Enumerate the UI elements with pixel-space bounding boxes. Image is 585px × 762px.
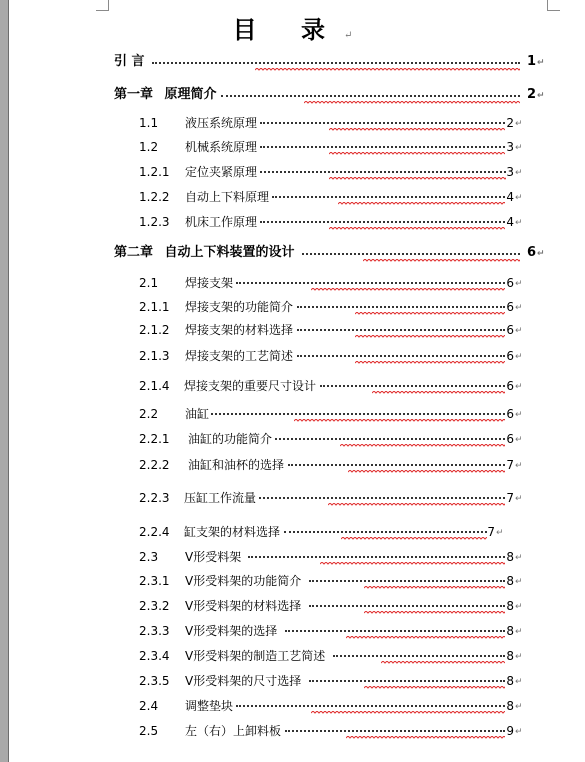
toc-leader-dots — [297, 355, 505, 357]
paragraph-mark: ↵ — [515, 218, 523, 228]
toc-page-number: 7 — [487, 525, 495, 539]
paragraph-mark: ↵ — [515, 168, 523, 178]
toc-entry-title: 液压系统原理 — [185, 116, 258, 130]
toc-title-text: 目 录 — [232, 15, 343, 44]
toc-entry-number: 2.5 — [139, 724, 159, 738]
toc-page-number: 6 — [506, 432, 514, 446]
toc-section-entry[interactable] — [0, 671, 585, 691]
spellcheck-underline — [328, 503, 505, 506]
paragraph-mark: ↵ — [515, 279, 523, 289]
toc-section-entry[interactable] — [0, 162, 585, 182]
toc-leader-dots — [285, 630, 505, 632]
toc-page-number: 1 — [526, 54, 536, 69]
toc-chapter-entry[interactable] — [0, 85, 585, 105]
spellcheck-underline — [364, 611, 505, 614]
toc-entry-title: 自动上下料装置的设计 — [164, 245, 295, 260]
toc-section-entry[interactable] — [0, 297, 585, 317]
toc-leader-dots — [309, 680, 505, 682]
paragraph-mark: ↵ — [537, 91, 545, 101]
spellcheck-underline — [381, 661, 505, 664]
spellcheck-underline — [329, 227, 505, 230]
toc-leader-dots — [288, 464, 505, 466]
toc-entry-number: 2.4 — [139, 699, 159, 713]
toc-entry-number: 2.3.5 — [139, 674, 170, 688]
paragraph-mark: ↵ — [537, 58, 545, 68]
toc-section-entry[interactable] — [0, 113, 585, 133]
toc-entry-title: 左（右）上卸料板 — [185, 724, 282, 738]
toc-page-number: 7 — [506, 491, 514, 505]
paragraph-mark: ↵ — [515, 677, 523, 687]
toc-leader-dots — [260, 171, 506, 173]
toc-section-entry[interactable] — [0, 696, 585, 716]
toc-leader-dots — [259, 497, 505, 499]
toc-section-entry[interactable] — [0, 320, 585, 340]
paragraph-mark: ↵ — [515, 143, 523, 153]
toc-leader-dots — [211, 413, 505, 415]
spellcheck-underline — [346, 736, 505, 739]
toc-page-number: 6 — [506, 300, 514, 314]
paragraph-mark: ↵ — [515, 727, 523, 737]
toc-section-entry[interactable] — [0, 547, 585, 567]
paragraph-mark: ↵ — [515, 627, 523, 637]
toc-page-number: 6 — [506, 276, 514, 290]
toc-entry-title: V形受料架的尺寸选择 — [185, 674, 302, 688]
toc-entry-number: 引 言 — [114, 54, 145, 69]
toc-page-number: 4 — [506, 215, 514, 229]
toc-section-entry[interactable] — [0, 522, 585, 542]
toc-entry-title: 缸支架的材料选择 — [184, 525, 281, 539]
toc-entry-number: 2.1 — [139, 276, 159, 290]
toc-section-entry[interactable] — [0, 455, 585, 475]
toc-page-number: 8 — [506, 550, 514, 564]
toc-section-entry[interactable] — [0, 571, 585, 591]
paragraph-mark: ↵ — [515, 435, 523, 445]
toc-section-entry[interactable] — [0, 596, 585, 616]
toc-page-number: 6 — [506, 407, 514, 421]
spellcheck-underline — [364, 686, 505, 689]
toc-entry-number: 2.1.1 — [139, 300, 170, 314]
toc-entry-number: 2.3.3 — [139, 624, 170, 638]
toc-leader-dots — [260, 122, 505, 124]
spellcheck-underline — [372, 391, 505, 394]
toc-leader-dots — [221, 95, 521, 97]
spellcheck-underline — [363, 259, 520, 262]
toc-leader-dots — [275, 438, 505, 440]
paragraph-mark: ↵ — [537, 249, 545, 259]
toc-entry-title: V形受料架的材料选择 — [185, 599, 302, 613]
toc-section-entry[interactable] — [0, 273, 585, 293]
paragraph-mark: ↵ — [515, 494, 523, 504]
paragraph-mark: ↵ — [515, 461, 523, 471]
toc-entry-number: 2.2.4 — [139, 525, 170, 539]
toc-page-number: 7 — [506, 458, 514, 472]
toc-page-number: 6 — [506, 349, 514, 363]
toc-section-entry[interactable] — [0, 137, 585, 157]
spellcheck-underline — [311, 711, 505, 714]
toc-page-number: 8 — [506, 599, 514, 613]
spellcheck-underline — [355, 312, 505, 315]
toc-entry-number: 1.2.1 — [139, 165, 170, 179]
toc-entry-title: 焊接支架 — [185, 276, 234, 290]
toc-leader-dots — [152, 62, 520, 64]
toc-section-entry[interactable] — [0, 721, 585, 741]
paragraph-mark: ↵ — [515, 553, 523, 563]
toc-entry-title: 焊接支架的重要尺寸设计 — [184, 379, 317, 393]
toc-leader-dots — [236, 705, 505, 707]
toc-leader-dots — [302, 253, 521, 255]
toc-leader-dots — [284, 531, 487, 533]
spellcheck-underline — [255, 68, 520, 71]
toc-page-number: 4 — [506, 190, 514, 204]
paragraph-mark: ↵ — [515, 119, 523, 129]
toc-entry-number: 2.1.4 — [139, 379, 170, 393]
toc-entry-number: 2.3.2 — [139, 599, 170, 613]
spellcheck-underline — [340, 444, 505, 447]
paragraph-mark: ↵ — [515, 602, 523, 612]
toc-leader-dots — [309, 580, 505, 582]
toc-entry-number: 2.1.3 — [139, 349, 170, 363]
paragraph-mark: ↵ — [515, 382, 523, 392]
toc-entry-title: 自动上下料原理 — [185, 190, 270, 204]
paragraph-mark: ↵ — [515, 303, 523, 313]
toc-entry-number: 2.3.1 — [139, 574, 170, 588]
toc-page-number: 6 — [526, 245, 536, 260]
toc-entry-title: 调整垫块 — [185, 699, 234, 713]
spellcheck-underline — [329, 152, 505, 155]
toc-entry-title: 焊接支架的工艺简述 — [185, 349, 294, 363]
paragraph-mark: ↵ — [496, 528, 504, 538]
toc-leader-dots — [297, 329, 505, 331]
toc-entry-title: 原理简介 — [164, 87, 217, 102]
toc-section-entry[interactable] — [0, 646, 585, 666]
toc-page-number: 2 — [526, 87, 536, 102]
toc-section-entry[interactable] — [0, 429, 585, 449]
toc-leader-dots — [309, 605, 505, 607]
toc-leader-dots — [248, 556, 505, 558]
toc-entry-title: 压缸工作流量 — [184, 491, 257, 505]
toc-entry-number: 2.2.2 — [139, 458, 170, 472]
toc-section-entry[interactable] — [0, 212, 585, 232]
toc-entry-number: 第二章 — [114, 245, 154, 260]
paragraph-mark: ↵ — [515, 410, 523, 420]
toc-title — [0, 10, 585, 45]
spellcheck-underline — [338, 202, 505, 205]
toc-leader-dots — [260, 146, 505, 148]
toc-page-number: 3 — [506, 165, 514, 179]
toc-section-entry[interactable] — [0, 621, 585, 641]
toc-section-entry[interactable] — [0, 346, 585, 366]
toc-chapter-entry[interactable] — [0, 243, 585, 263]
toc-entry-title: 油缸 — [185, 407, 210, 421]
toc-entry-number: 2.1.2 — [139, 323, 170, 337]
toc-page-number: 8 — [506, 674, 514, 688]
toc-section-entry[interactable] — [0, 187, 585, 207]
spellcheck-underline — [341, 537, 487, 540]
toc-entry-title: 油缸的功能简介 — [188, 432, 273, 446]
toc-entry-number: 1.2 — [139, 140, 159, 154]
spellcheck-underline — [304, 101, 520, 104]
toc-page-number: 8 — [506, 699, 514, 713]
toc-entry-title: V形受料架的制造工艺简述 — [185, 649, 326, 663]
spellcheck-underline — [346, 636, 505, 639]
toc-page-number: 8 — [506, 624, 514, 638]
toc-entry-number: 2.2.3 — [139, 491, 170, 505]
paragraph-mark: ↵ — [515, 193, 523, 203]
toc-page-number: 3 — [506, 140, 514, 154]
spellcheck-underline — [329, 177, 506, 180]
toc-leader-dots — [320, 385, 505, 387]
spellcheck-underline — [355, 335, 505, 338]
toc-leader-dots — [333, 655, 505, 657]
toc-entry-title: 机械系统原理 — [185, 140, 258, 154]
toc-entry-number: 1.1 — [139, 116, 159, 130]
toc-entry-title: V形受料架的选择 — [185, 624, 278, 638]
toc-entry-title: 油缸和油杯的选择 — [188, 458, 285, 472]
toc-entry-number: 2.3.4 — [139, 649, 170, 663]
toc-entry-title: V形受料架 — [185, 550, 242, 564]
toc-entry-number: 2.2 — [139, 407, 159, 421]
spellcheck-underline — [364, 586, 505, 589]
paragraph-mark: ↵ — [343, 30, 353, 41]
paragraph-mark: ↵ — [515, 702, 523, 712]
paragraph-mark: ↵ — [515, 652, 523, 662]
toc-entry-title: 机床工作原理 — [185, 215, 258, 229]
toc-entry-number: 1.2.3 — [139, 215, 170, 229]
toc-entry-title: 焊接支架的功能简介 — [185, 300, 294, 314]
paragraph-mark: ↵ — [515, 326, 523, 336]
toc-section-entry[interactable] — [0, 488, 585, 508]
toc-section-entry[interactable] — [0, 404, 585, 424]
toc-chapter-entry[interactable] — [0, 52, 585, 72]
spellcheck-underline — [329, 128, 505, 131]
paragraph-mark: ↵ — [515, 577, 523, 587]
toc-leader-dots — [297, 306, 505, 308]
toc-leader-dots — [260, 221, 505, 223]
toc-entry-title: 定位夹紧原理 — [185, 165, 258, 179]
spellcheck-underline — [348, 470, 505, 473]
toc-page-number: 9 — [506, 724, 514, 738]
spellcheck-underline — [294, 419, 505, 422]
spellcheck-underline — [311, 288, 505, 291]
spellcheck-underline — [355, 361, 505, 364]
toc-leader-dots — [285, 730, 505, 732]
toc-entry-number: 1.2.2 — [139, 190, 170, 204]
toc-page-number: 2 — [506, 116, 514, 130]
toc-section-entry[interactable] — [0, 376, 585, 396]
toc-entry-title: 焊接支架的材料选择 — [185, 323, 294, 337]
toc-page-number: 6 — [506, 379, 514, 393]
paragraph-mark: ↵ — [515, 352, 523, 362]
toc-leader-dots — [272, 196, 505, 198]
toc-entry-number: 2.3 — [139, 550, 159, 564]
toc-entry-title: V形受料架的功能简介 — [185, 574, 302, 588]
toc-page-number: 8 — [506, 574, 514, 588]
toc-page-number: 8 — [506, 649, 514, 663]
toc-leader-dots — [236, 282, 505, 284]
toc-entry-number: 2.2.1 — [139, 432, 170, 446]
spellcheck-underline — [320, 562, 505, 565]
toc-page-number: 6 — [506, 323, 514, 337]
toc-entry-number: 第一章 — [114, 87, 154, 102]
